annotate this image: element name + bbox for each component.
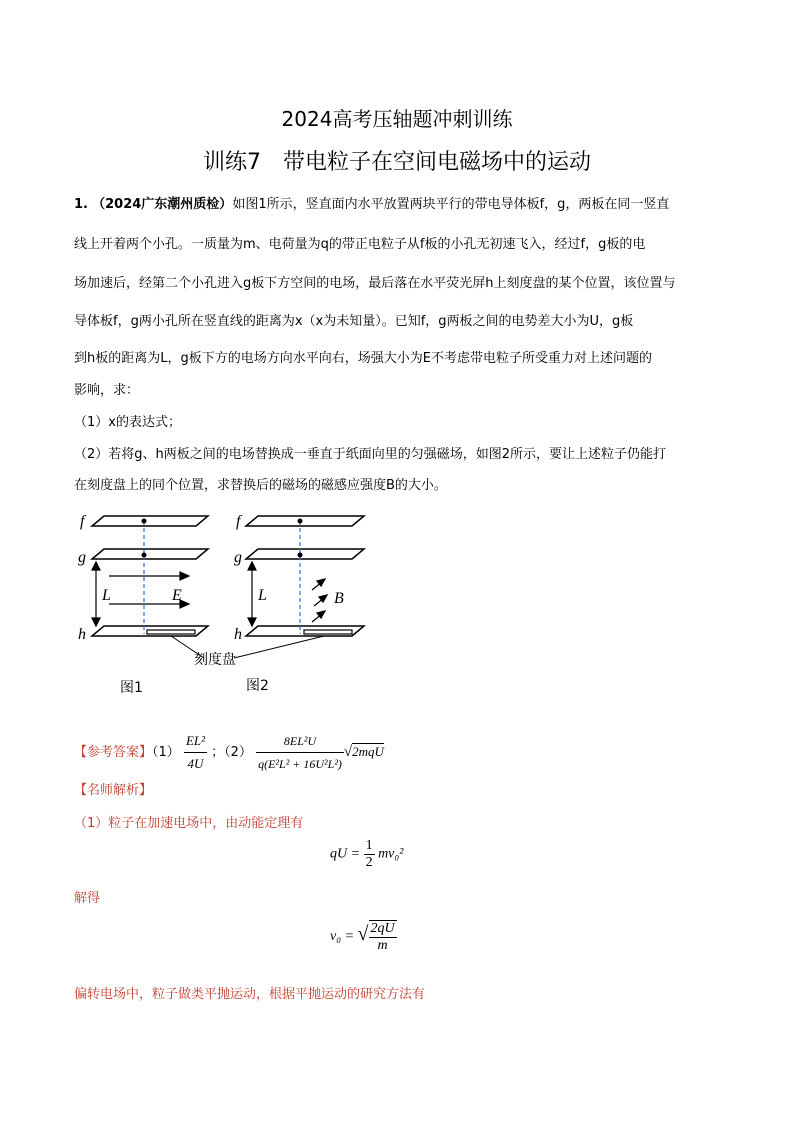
page-title: 2024高考压轴题冲刺训练 [281,107,513,131]
plate-g-fig2 [246,549,364,559]
problem-line-5: 到h板的距离为L，g板下方的电场方向水平向右，场强大小为E不考虑带电粒子所受重力对上述问题的 [74,351,652,366]
equation-2-denominator: m [377,938,388,953]
answer-2-sqrt: 2mqU [352,744,384,759]
answer-label: 【参考答案】 [74,745,153,760]
analysis-step-2: 解得 [74,891,101,906]
label-leader-2 [234,636,324,658]
problem-source: （2024广东潮州质检） [92,197,233,212]
analysis-label: 【名师解析】 [74,783,153,798]
problem-line-2: 线上开着两个小孔。一质量为m、电荷量为q的带正电粒子从f板的小孔无初速飞入，经过f，g板的电 [74,237,646,252]
label-h-fig2: h [234,626,242,643]
hole-g-fig1 [142,553,147,558]
analysis-step-3: 偏转电场中，粒子做类平抛运动，根据平抛运动的研究方法有 [74,987,426,1002]
equation-1-rhs: mv₀² [378,846,404,862]
label-f-fig2: f [236,513,241,530]
label-f-fig1: f [80,513,85,530]
label-h-fig1: h [78,626,86,643]
page-subtitle: 训练7 带电粒子在空间电磁场中的运动 [203,150,591,175]
plate-f-fig2 [246,516,364,526]
question-2: （2）若将g、h两板之间的电场替换成一垂直于纸面向里的匀强磁场，如图2所示，要让上述粒子仍能打 [74,447,667,462]
problem-text: 如图1所示，竖直面内水平放置两块平行的带电导体板f，g，两板在同一竖直 [232,197,670,212]
equation-2-numerator: 2qU [370,921,395,936]
equation-2 [330,920,397,954]
problem-number: 1. [74,197,88,212]
equation-1-numerator: 1 [365,838,373,853]
question-1: （1）x的表达式； [74,415,181,430]
caption-fig1: 图1 [120,680,143,696]
answer-part1-prefix: （1） [152,745,180,760]
problem-line-1 [74,193,669,212]
scale-label: 刻度盘 [194,652,236,668]
caption-fig2: 图2 [246,678,269,694]
equation-2-sqrt-symbol: √ [357,923,369,946]
plate-f-fig1 [92,516,208,526]
problem-line-3: 场加速后，经第二个小孔进入g板下方空间的电场，最后落在水平荧光屏h上刻度盘的某个位置，该位置与 [74,276,676,291]
answer-line [74,730,384,775]
label-g-fig1: g [78,549,86,566]
plate-g-fig1 [92,549,208,559]
hole-f-fig2 [298,519,303,524]
problem-line-6: 影响，求： [74,383,140,398]
scale-plate-fig2 [304,630,352,634]
analysis-step-1: （1）粒子在加速电场中，由动能定理有 [74,816,304,831]
label-b: B [334,590,344,607]
answer-2-fraction [256,730,344,775]
label-g-fig2: g [234,549,242,566]
answer-separator: ； [211,745,225,760]
label-l-fig2: L [258,587,267,604]
answer-part2-prefix: （2） [224,745,252,760]
answer-2-numerator: 8EL²U [256,730,344,753]
answer-2-denominator: q(E²L² + 16U²L²) [258,757,342,771]
answer-1-denominator: 4U [187,756,204,771]
answer-1-numerator: EL² [184,730,207,753]
label-l-fig1: L [102,587,111,604]
equation-2-lhs: v₀ = [330,929,355,945]
question-2-cont: 在刻度盘上的同个位置，求替换后的磁场的磁感应强度B的大小。 [74,478,447,493]
equation-1-denominator: 2 [365,855,373,870]
sqrt-symbol: √ [343,744,353,760]
answer-1-fraction [184,730,207,775]
equation-1 [330,838,403,871]
equation-1-lhs: qU = [330,846,361,862]
hole-f-fig1 [142,519,147,524]
label-e: E [172,587,182,604]
scale-plate-fig1 [147,630,195,634]
equation-1-fraction [364,838,375,871]
problem-line-4: 导体板f，g两小孔所在竖直线的距离为x（x为未知量）。已知f，g两板之间的电势差大小为U，g板 [74,314,634,329]
physics-figure [74,506,394,696]
hole-g-fig2 [298,553,303,558]
field-arrows-b [312,579,327,622]
equation-2-fraction [369,920,397,954]
